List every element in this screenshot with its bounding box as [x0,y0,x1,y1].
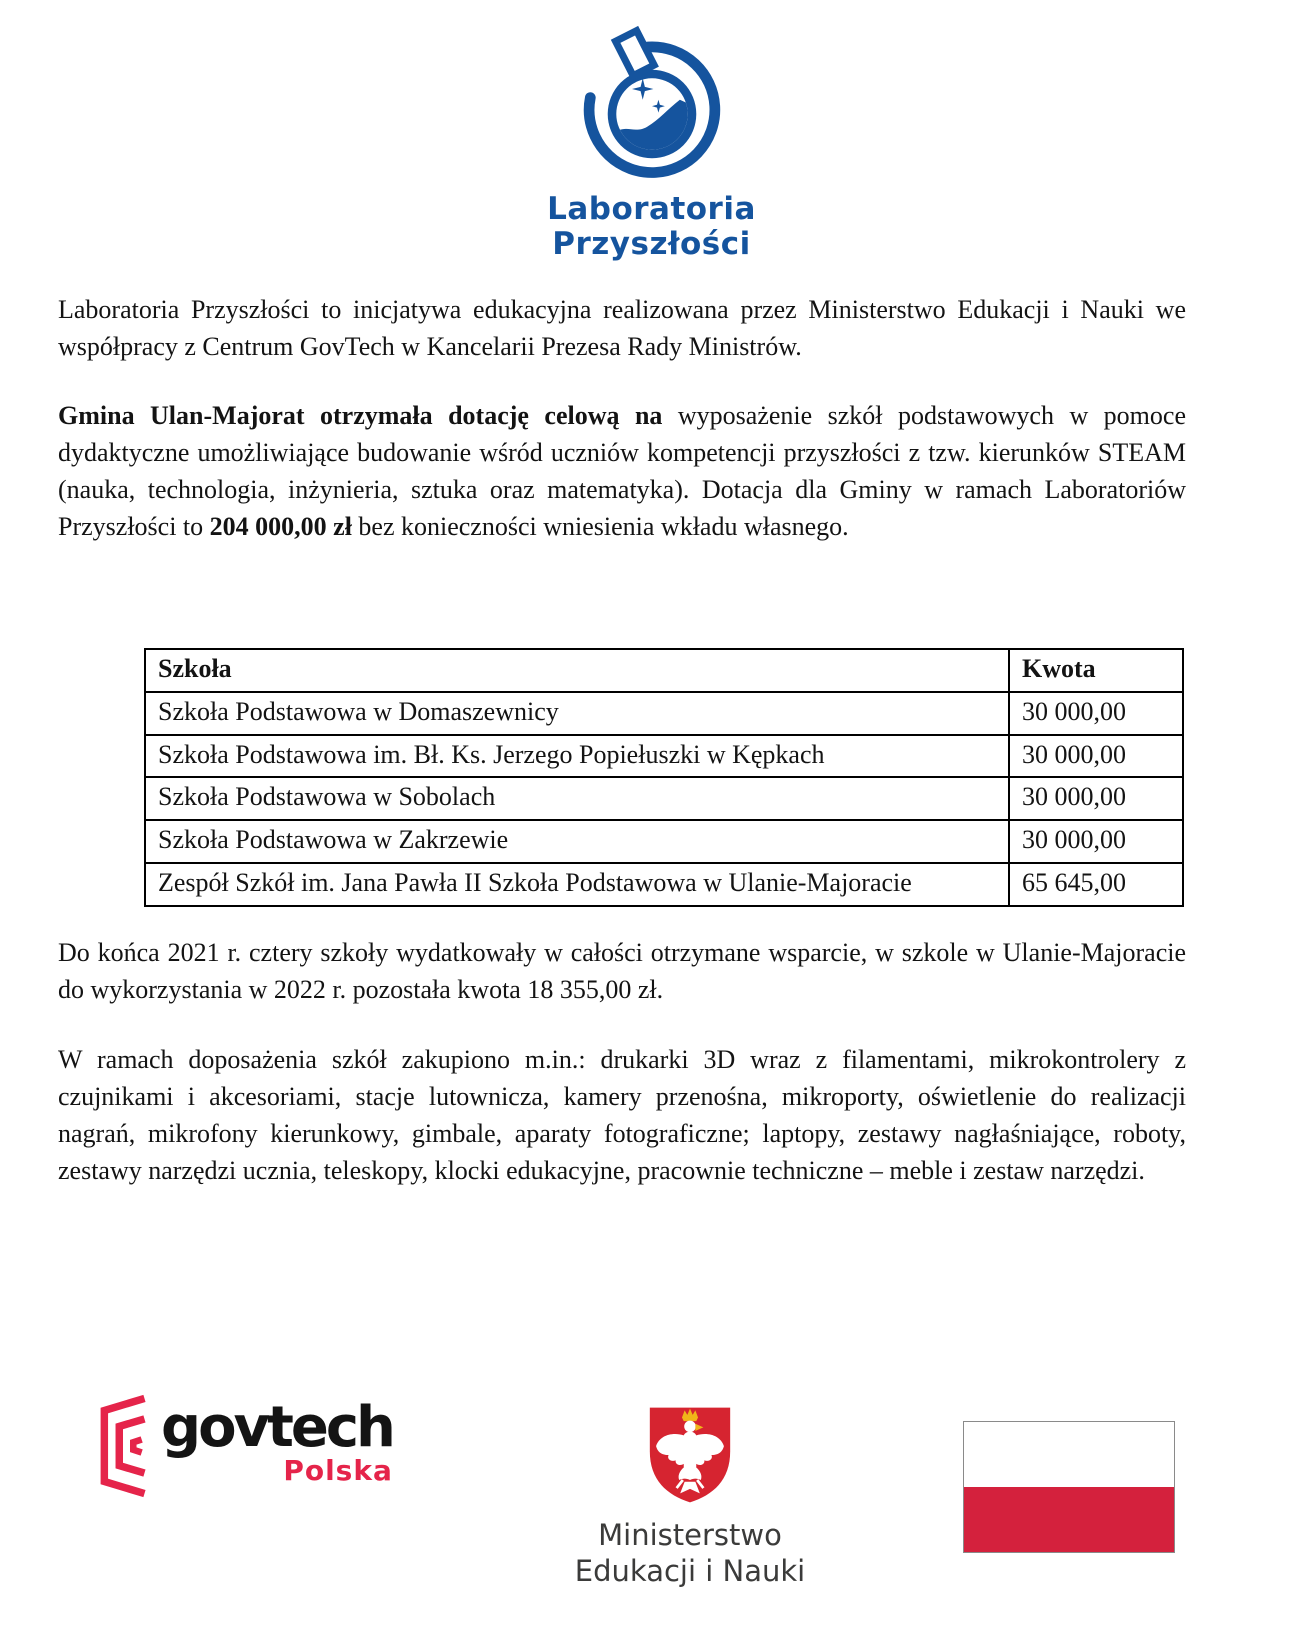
govtech-wordmark [161,1388,393,1487]
cell-amount: 30 000,00 [1009,692,1183,735]
govtech-word: govtech [161,1395,393,1460]
grant-text-1: wyposażenie szkół podstawowych w pomoce dydaktyczne umożliwiające budowanie wśród uczniów kompetencji przyszłości z tzw. kierunków STEAM (nauka, technologia, inżynieria, sztuka oraz matematyka). Dotacja dla Gminy w ramach Laboratoriów Przyszłości to [58,401,1186,541]
laboratoria-logo [0,24,1303,261]
poland-flag [963,1421,1175,1553]
govtech-brackets-icon [95,1388,151,1504]
flag-white-stripe [964,1422,1174,1487]
header-school: Szkoła [145,649,1009,692]
ministry-line1: Ministerstwo [598,1518,782,1552]
ministry-logo [575,1405,805,1590]
brand-line1: Laboratoria [547,191,756,227]
cell-school: Szkoła Podstawowa w Domaszewnicy [145,692,1009,735]
table-row [145,735,1183,778]
table-row [145,777,1183,820]
cell-school: Zespół Szkół im. Jana Pawła II Szkoła Podstawowa w Ulanie-Majoracie [145,863,1009,906]
brand-line2: Przyszłości [552,225,751,262]
cell-amount: 30 000,00 [1009,735,1183,778]
grant-paragraph [58,398,1186,546]
cell-school: Szkoła Podstawowa im. Bł. Ks. Jerzego Popiełuszki w Kępkach [145,735,1009,778]
purchases-paragraph: W ramach doposażenia szkół zakupiono m.in.: drukarki 3D wraz z filamentami, mikrokontrolery z czujnikami i akcesoriami, stacje lutownicza, kamery przenośna, mikroporty, oświetlenie do realizacji nagrań, mikrofony kierunkowy, gimbale, aparaty fotograficzne; laptopy, zestawy nagłaśniające, roboty, zestawy narzędzi ucznia, teleskopy, klocki edukacyjne, pracownie techniczne – meble i zestaw narzędzi. [58,1045,1186,1185]
cell-amount: 30 000,00 [1009,820,1183,863]
brand-wordmark [547,192,756,261]
grant-text-2: bez konieczności wniesienia wkładu własnego. [351,511,849,541]
ministry-label [575,1517,805,1590]
header-amount: Kwota [1009,649,1183,692]
intro-paragraph: Laboratoria Przyszłości to inicjatywa edukacyjna realizowana przez Ministerstwo Edukacji i Nauki we współpracy z Centrum GovTech w Kancelarii Prezesa Rady Ministrów. [58,295,1186,361]
school-grants-table [144,648,1184,907]
table-row [145,692,1183,735]
table-header-row [145,649,1183,692]
table-row [145,863,1183,906]
cell-school: Szkoła Podstawowa w Sobolach [145,777,1009,820]
grant-bold-lead: Gmina Ulan-Majorat otrzymała dotację celową na [58,401,678,430]
table-row [145,820,1183,863]
govtech-polska-label: Polska [283,1454,393,1487]
grant-amount: 204 000,00 zł [209,511,352,541]
cell-amount: 65 645,00 [1009,863,1183,906]
cell-school: Szkoła Podstawowa w Zakrzewie [145,820,1009,863]
laboratoria-flask-icon [573,24,731,184]
spending-paragraph: Do końca 2021 r. cztery szkoły wydatkowały w całości otrzymane wsparcie, w szkole w Ulanie-Majoracie do wykorzystania w 2022 r. pozostała kwota 18 355,00 zł. [58,938,1186,1004]
cell-amount: 30 000,00 [1009,777,1183,820]
ministry-line2: Edukacji i Nauki [574,1554,806,1589]
polish-eagle-crest-icon [643,1405,737,1505]
govtech-logo [95,1388,393,1504]
flag-red-stripe [964,1487,1174,1552]
